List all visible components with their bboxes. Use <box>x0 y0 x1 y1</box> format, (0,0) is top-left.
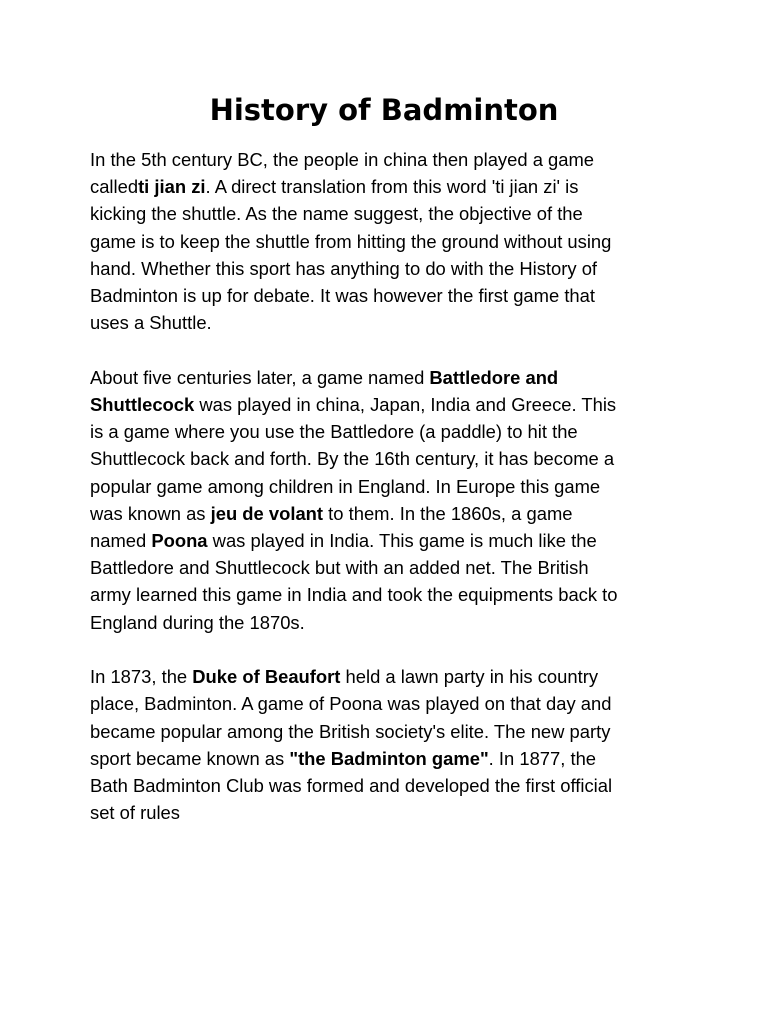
text-run: In the 5th century BC, the people in china then played a game <box>90 149 595 170</box>
text-run: sport became known as <box>90 747 290 769</box>
text-line <box>90 527 690 554</box>
text-run: popular game among children in England. In Europe this game <box>90 475 601 497</box>
text-line <box>90 799 690 826</box>
bold-term: ti jian zi <box>138 176 206 198</box>
text-line <box>90 663 690 690</box>
paragraph-2 <box>90 364 690 636</box>
text-run: . In 1877, the <box>488 747 597 769</box>
bold-term: Poona <box>151 530 208 552</box>
text-line <box>90 581 690 608</box>
text-line <box>90 173 690 200</box>
text-line <box>90 418 690 445</box>
text-line <box>90 200 690 227</box>
text-line <box>90 772 690 799</box>
text-line <box>90 609 690 636</box>
text-run: game is to keep the shuttle from hitting the ground without using <box>90 230 612 252</box>
text-run: England during the 1870s. <box>90 611 305 633</box>
text-line <box>90 500 690 527</box>
text-run: became popular among the British society's elite. The new party <box>90 720 611 742</box>
text-line <box>90 554 690 581</box>
bold-term: jeu de volant <box>210 502 324 524</box>
text-line <box>90 255 690 282</box>
text-run: held a lawn party in his country <box>340 666 599 688</box>
paragraph-3 <box>90 663 690 826</box>
text-line <box>90 364 690 391</box>
text-run: is a game where you use the Battledore (a paddle) to hit the <box>90 421 578 443</box>
text-run: Battledore and Shuttlecock but with an added net. The British <box>90 557 589 579</box>
text-run: called <box>90 176 139 198</box>
document-body <box>90 146 690 854</box>
text-line <box>90 745 690 772</box>
text-line <box>90 718 690 745</box>
text-line <box>90 391 690 418</box>
text-run: hand. Whether this sport has anything to do with the History of <box>90 257 598 279</box>
paragraph-1 <box>90 146 690 336</box>
text-run: army learned this game in India and took the equipments back to <box>90 584 618 606</box>
text-run: uses a Shuttle. <box>90 312 212 334</box>
text-line <box>90 146 690 173</box>
text-run: About five centuries later, a game named <box>90 366 430 388</box>
text-run: set of rules <box>90 802 180 824</box>
text-run: Bath Badminton Club was formed and developed the first official <box>90 775 613 797</box>
text-run: Badminton is up for debate. It was however the first game that <box>90 285 595 307</box>
text-line <box>90 309 690 336</box>
text-run: kicking the shuttle. As the name suggest, the objective of the <box>90 203 583 225</box>
bold-term: Shuttlecock <box>90 394 195 416</box>
text-line <box>90 473 690 500</box>
page-title: History of Badminton <box>209 93 559 127</box>
bold-term: Battledore and <box>429 366 559 388</box>
text-line <box>90 282 690 309</box>
text-run: named <box>90 530 152 552</box>
text-run: was known as <box>90 502 211 524</box>
bold-term: Duke of Beaufort <box>192 666 341 688</box>
text-run: Shuttlecock back and forth. By the 16th century, it has become a <box>90 448 615 470</box>
text-run: to them. In the 1860s, a game <box>323 502 573 524</box>
text-run: place, Badminton. A game of Poona was played on that day and <box>90 693 612 715</box>
text-line <box>90 228 690 255</box>
text-run: was played in India. This game is much like the <box>207 530 597 552</box>
text-line <box>90 690 690 717</box>
text-run: . A direct translation from this word 'ti jian zi' is <box>205 176 579 198</box>
text-line <box>90 445 690 472</box>
bold-term: "the Badminton game" <box>289 747 489 769</box>
text-run: was played in china, Japan, India and Greece. This <box>194 394 617 416</box>
text-run: In 1873, the <box>90 666 193 688</box>
